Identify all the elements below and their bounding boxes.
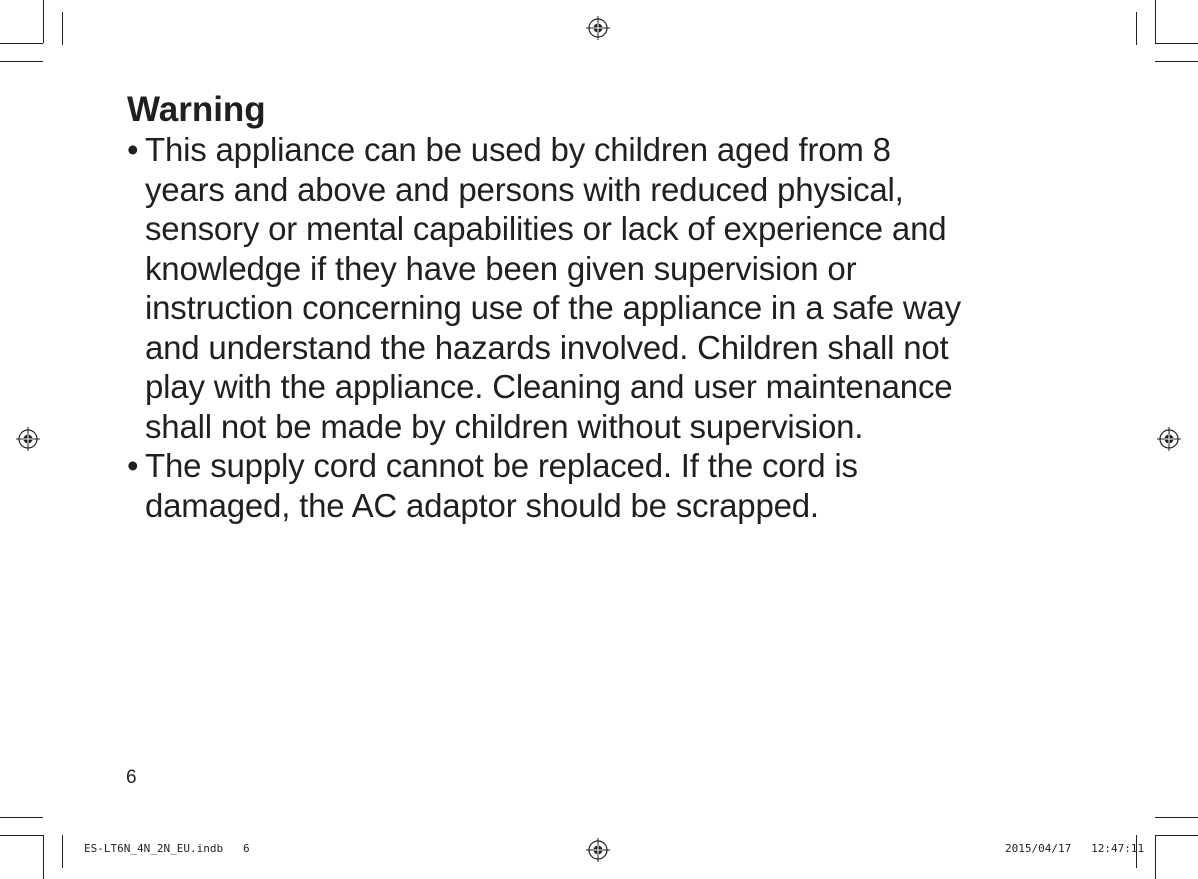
text-line: shall not be made by children without supervision. [145, 407, 864, 445]
crop-mark [1155, 61, 1198, 62]
crop-mark [0, 43, 43, 44]
page-number: 6 [126, 767, 137, 788]
crop-mark [62, 12, 63, 45]
list-item [127, 446, 1087, 525]
text-line: knowledge if they have been given supervision or [145, 249, 857, 287]
crop-mark [43, 0, 44, 43]
bullet-icon: • [127, 447, 139, 484]
text-line: instruction concerning use of the appliance in a safe way [145, 289, 961, 326]
text-line: and understand the hazards involved. Children shall not [145, 328, 949, 366]
crop-mark [0, 61, 43, 62]
text-line: damaged, the AC adaptor should be scrapped. [145, 486, 819, 524]
list-item [127, 130, 1087, 446]
crop-mark [1136, 12, 1137, 45]
text-line: sensory or mental capabilities or lack of experience and [145, 210, 947, 247]
crop-mark [43, 835, 44, 879]
bullet-icon: • [127, 131, 139, 168]
registration-target-icon [1157, 427, 1181, 451]
crop-mark [0, 835, 43, 836]
crop-mark [1155, 835, 1156, 879]
print-slug-file-name: ES-LT6N_4N_2N_EU.indb 6 [84, 842, 250, 855]
crop-mark [0, 817, 43, 818]
warning-list [127, 130, 1087, 525]
crop-mark [1155, 835, 1198, 836]
crop-mark [1155, 43, 1198, 44]
text-line: years and above and persons with reduced physical, [145, 170, 904, 208]
text-line: play with the appliance. Cleaning and user maintenance [145, 368, 953, 405]
registration-target-icon [586, 16, 610, 40]
print-slug-date-time: 2015/04/17 12:47:11 [1005, 842, 1145, 855]
warning-heading: Warning [127, 90, 266, 129]
text-line: This appliance can be used by children aged from 8 [145, 131, 891, 168]
crop-mark [1155, 0, 1156, 43]
registration-target-icon [16, 427, 40, 451]
text-line: The supply cord cannot be replaced. If the cord is [145, 447, 858, 484]
registration-target-icon [586, 838, 610, 862]
crop-mark [1155, 817, 1198, 818]
crop-mark [62, 835, 63, 868]
